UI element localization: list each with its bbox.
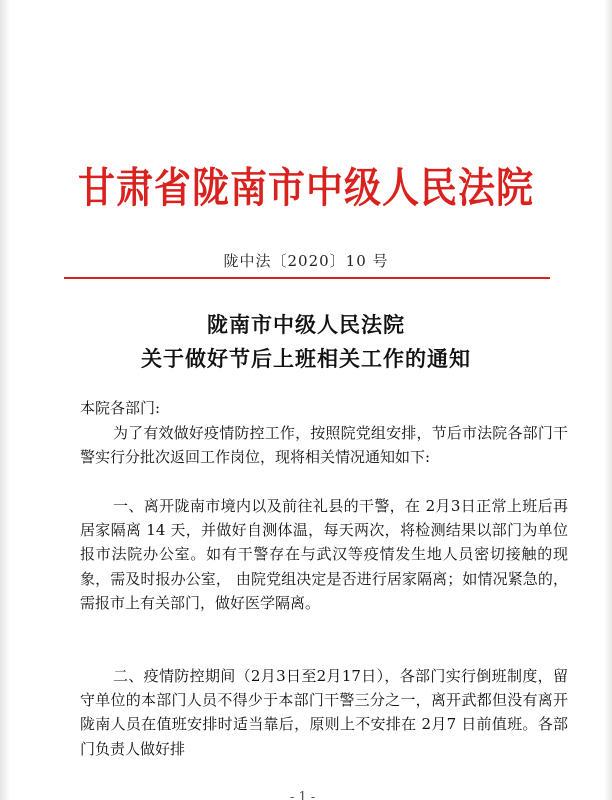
issuing-organization-header: 甘肃省陇南市中级人民法院 xyxy=(78,162,534,213)
notice-title-line2: 关于做好节后上班相关工作的通知 xyxy=(141,346,471,371)
page-left-edge-shadow xyxy=(0,0,10,800)
body-paragraph-intro: 为了有效做好疫情防控工作，按照院党组安排，节后市法院各部门干警实行分批次返回工作岗位，现将相关情况通知如下: xyxy=(80,424,568,467)
page-number: - 1 - xyxy=(290,790,316,800)
salutation: 本院各部门: xyxy=(80,399,161,417)
document-number: 陇中法〔2020〕10 号 xyxy=(223,252,389,270)
body-paragraph-item-1: 一、离开陇南市境内以及前往礼县的干警，在 2月3日正常上班后再居家隔离 14 天，并做好自测体温，每天两次，将检测结果以部门为单位报市法院办公室。如有干警存在与武汉等疫情发生地人员密切接触的现象，需及时报办公室， 由院党组决定是否进行居家隔离；如情况紧急的，需报市上有关部门，做好医学隔离。 xyxy=(80,497,568,612)
page-right-edge-shadow xyxy=(604,0,612,800)
body-paragraph-item-2: 二、疫情防控期间（2月3日至2月17日），各部门实行倒班制度，留守单位的本部门人员不得少于本部门干警三分之一，离开武都但没有离开陇南人员在值班安排时适当靠后，原则上不安排在 2月7 日前值班。各部门负责人做好排 xyxy=(80,667,568,758)
notice-title-line1: 陇南市中级人民法院 xyxy=(207,312,405,337)
red-separator-line xyxy=(64,277,550,279)
